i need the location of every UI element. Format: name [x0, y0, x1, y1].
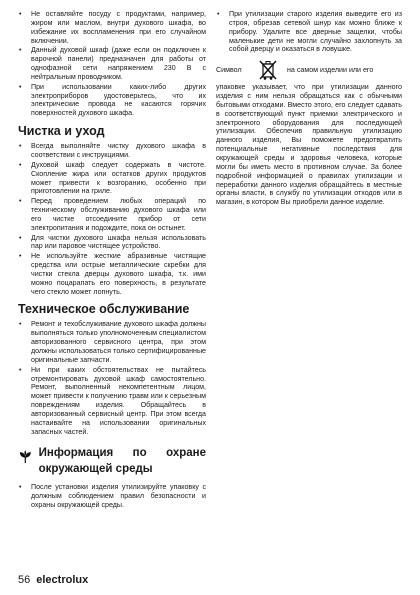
list-item: • При утилизации старого изделия выведите его из строя, обрезав сетевой шнур как можно ближе к прибору. Удалите все дверные защелки, чтобы маленькие дети не могли случайно захлопнуть за собой дверцу и оказаться в ловушке. — [216, 10, 402, 54]
environment-heading-row — [18, 445, 206, 477]
list-item: • Для чистки духового шкафа нельзя использовать пар или паровое чистящее устройство. — [18, 234, 206, 252]
brand-logo: electrolux — [36, 574, 89, 586]
disposal-paragraph: упаковке указывает, что при утилизации данного изделия с ним нельзя обращаться как с обычными бытовыми отходами. Вместо этого, его следует сдавать в соответствующий пункт приемки электрического и электронного оборудования для последующей утилизации. Обеспечив правильную утилизацию данного изделия, Вы поможете предотвратить потенциальные негативные последствия для окружающей среды и здоровья человека, которые могли бы иметь место в противном случае. За более подробной информацией о правилах утилизации и переработки данного изделия обращайтесь в местные органы власти, в службу по утилизации отходов или в магазин, в котором Вы приобрели данное изделие. — [216, 83, 402, 207]
intro-list — [18, 10, 206, 118]
symbol-row — [216, 59, 402, 81]
list-item: • Данный духовой шкаф (даже если он подключен к варочной панели) предназначен для работы от однофазной сети напряжением 230 В с нейтральным проводником. — [18, 46, 206, 81]
list-item: • При использовании каких-либо других электроприборов удостоверьтесь, что их электрические провода не касаются горячих поверхностей духового шкафа. — [18, 83, 206, 118]
left-column — [18, 10, 206, 511]
crossed-out-bin-icon — [258, 59, 278, 81]
symbol-tail: на самом изделии или его — [287, 66, 374, 75]
page-number: 56 — [18, 574, 31, 586]
right-column — [216, 10, 402, 207]
disposal-list — [216, 10, 402, 54]
page-footer — [18, 574, 88, 586]
list-item: • Ремонт и техобслуживание духового шкафа должны выполняться только уполномоченным специалистом авторизованного сервисного центра, при этом должны использоваться только сертифицированные оригинальные запчасти. — [18, 320, 206, 364]
list-item: • Не используйте жесткие абразивные чистящие средства или острые металлические скребки для чистки стекла дверцы духового шкафа, т.к. ими можно поцарапать его поверхность, в результате чего стекло может лопнуть. — [18, 252, 206, 296]
service-list — [18, 320, 206, 436]
list-item: • После установки изделия утилизируйте упаковку с должным соблюдением правил безопасности и охраны окружающей среды. — [18, 483, 206, 510]
symbol-label: Символ — [216, 66, 242, 75]
environment-heading: Информация по охране окружающей среды — [38, 447, 206, 476]
care-heading: Чистка и уход — [18, 124, 105, 139]
list-item: • Всегда выполняйте чистку духового шкафа в соответствии с инструкциями. — [18, 142, 206, 160]
leaf-icon — [18, 446, 33, 468]
list-item: • Перед проведением любых операций по техническому обслуживанию духового шкафа или его чистке отсоедините прибор от сети электропитания и подождите, пока он остынет. — [18, 197, 206, 232]
list-item: • Ни при каких обстоятельствах не пытайтесь отремонтировать духовой шкаф самостоятельно. Ремонт, выполненный некомпетентным лицом, может привести к получению травм или к серьезным повреждениям изделия. Обращайтесь в авторизованный сервисный центр. При этом всегда настаивайте на использовании оригинальных запасных частей. — [18, 366, 206, 437]
list-item: • Не оставляйте посуду с продуктами, например, жиром или маслом, внутри духового шкафа, во избежание их воспламенения при его случайном включении. — [18, 10, 206, 45]
care-list — [18, 142, 206, 296]
service-heading: Техническое обслуживание — [18, 302, 190, 317]
list-item: • Духовой шкаф следует содержать в чистоте. Скопление жира или остатков других продуктов может привести к возгоранию, особенно при приготовлении на гриле. — [18, 161, 206, 196]
environment-list — [18, 483, 206, 510]
